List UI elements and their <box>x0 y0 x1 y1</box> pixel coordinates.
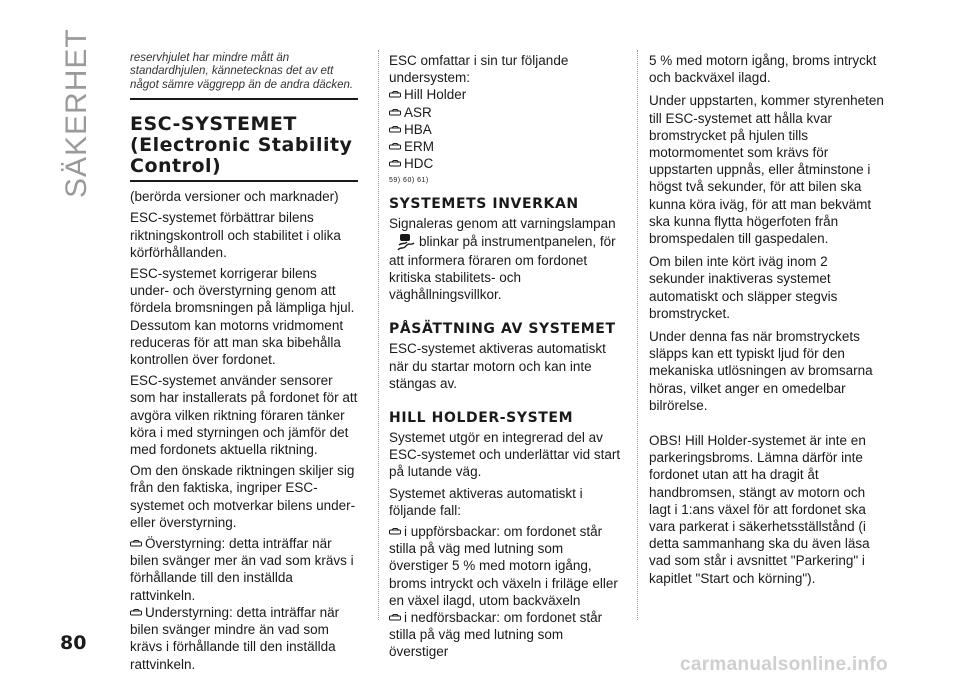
paragraph: Systemet utgör en integrerad del av ESC-systemet och underlättar vid start på lutande väg. <box>389 430 621 480</box>
obs-note: OBS! Hill Holder-systemet är inte en parkeringsbroms. Lämna därför inte fordonet utan att ha dragit åt handbromsen, stängt av motorn och lagt i 1:ans växel för att fordonet ska vara parkerat i säkerhetsställstånd (i detta sammanhang ska du även läsa vad som står i avsnittet "Parkering" i kapitlet "Start och körning"). <box>649 433 870 586</box>
car-bullet-icon <box>389 160 401 167</box>
paragraph: Om den önskade riktningen skiljer sig från den faktiska, ingriper ESC-systemet och motverkar bilens under- eller överstyrning. <box>130 463 356 530</box>
heading-pasattning: PÅSÄTTNING AV SYSTEMET <box>389 321 616 338</box>
list-item-text: HBA <box>404 121 432 137</box>
list-item <box>389 121 621 138</box>
paragraph: ESC-systemet aktiveras automatiskt när du startar motorn och kan inte stängas av. <box>389 341 606 391</box>
paragraph: ESC-systemet använder sensorer som har installerats på fordonet för att avgöra vilken riktning föraren tänker köra i med styrningen och jämför det med fordonets aktuella riktning. <box>130 373 358 458</box>
paragraph: Signaleras genom att varningslampan <box>389 215 616 231</box>
paragraph: 5 % med motorn igång, broms intryckt och backväxel ilagd. <box>649 53 877 86</box>
paragraph: Under denna fas när bromstryckets släpps kan ett typiskt ljud för den mekaniska utlösningen av bromsarna höras, vilket anger en omedelbar bilrörelse. <box>649 329 873 413</box>
paragraph <box>389 232 621 304</box>
column-divider <box>637 50 638 620</box>
list-item <box>130 535 358 604</box>
paragraph: Systemet aktiveras automatiskt i följande fall: <box>389 485 583 518</box>
section-title-text: SÄKERHET <box>60 28 93 198</box>
list-item-text: ERM <box>404 139 434 155</box>
heading-rule <box>130 180 358 182</box>
list-item-text: ASR <box>404 104 432 120</box>
spare-wheel-note: reservhjulet har mindre mått än standardhjulen, kännetecknas det av ett något sämre väggrepp än de andra däcken. <box>130 52 354 91</box>
heading-systemets-inverkan: SYSTEMETS INVERKAN <box>389 195 579 212</box>
list-item <box>389 86 621 103</box>
car-bullet-icon <box>389 126 401 133</box>
list-item-text: i nedförsbackar: om fordonet står stilla på väg med lutning som överstiger <box>389 610 603 660</box>
list-item <box>389 104 621 121</box>
note-rule <box>130 98 358 100</box>
heading-hill-holder: HILL HOLDER-SYSTEM <box>389 410 574 427</box>
column-3 <box>649 52 885 587</box>
list-item <box>389 523 621 609</box>
paragraph: ESC-systemet förbättrar bilens riktningskontroll och stabilitet i olika körförhållanden. <box>130 210 341 260</box>
car-bullet-icon <box>389 109 401 116</box>
car-bullet-icon <box>389 143 401 150</box>
car-bullet-icon <box>389 528 401 535</box>
list-item <box>130 604 358 673</box>
list-item-text: Överstyrning: detta inträffar när bilen svänger mer än vad som krävs i förhållande till den inställda rattvinkeln. <box>130 536 354 603</box>
car-bullet-icon <box>130 540 142 547</box>
section-title-vertical <box>60 28 122 198</box>
list-item <box>389 138 621 155</box>
list-item-text: Understyrning: detta inträffar när bilen svänger mindre än vad som krävs i förhållande till den inställda rattvinkeln. <box>130 604 340 672</box>
column-1 <box>130 52 358 673</box>
esc-heading: ESC-SYSTEMET (Electronic Stability Control) <box>130 113 353 178</box>
page-number: 80 <box>60 632 87 654</box>
list-item-text: Hill Holder <box>404 87 467 103</box>
watermark: carmanualsonline.info <box>680 654 888 675</box>
list-item <box>389 609 621 661</box>
car-bullet-icon <box>389 91 401 98</box>
list-item <box>389 155 621 172</box>
paragraph: Om bilen inte kört iväg inom 2 sekunder inaktiveras systemet automatiskt och släpper stegvis bromstrycket. <box>649 254 838 321</box>
column-2 <box>389 52 621 661</box>
column-divider <box>378 50 379 620</box>
paragraph: (berörda versioner och marknader) <box>130 189 339 205</box>
paragraph: ESC omfattar i sin tur följande undersystem: <box>389 53 569 86</box>
footnote-refs: 59) 60) 61) <box>389 177 429 185</box>
esc-warning-lamp-icon <box>397 232 415 252</box>
paragraph-text: blinkar på instrumentpanelen, för att informera föraren om fordonet kritiska stabilitets- och väghållningsvillkor. <box>389 233 616 303</box>
list-item-text: HDC <box>404 156 434 172</box>
paragraph: Under uppstarten, kommer styrenheten till ESC-systemet att hålla kvar bromstrycket på hjulen tills motormomentet som krävs för uppstarten uppnås, eller åtminstone i högst två sekunder, för att bilen ska kunna köra iväg, för att man bekvämt ska kunna flytta högerfoten från bromspedalen till gaspedalen. <box>649 93 884 247</box>
paragraph: ESC-systemet korrigerar bilens under- och överstyrning genom att fördela bromsningen på lämpliga hjul. Dessutom kan motorns vridmoment reduceras för att man ska bibehålla kontrollen över fordonet. <box>130 266 355 368</box>
car-bullet-icon <box>389 614 401 621</box>
list-item-text: i uppförsbackar: om fordonet står stilla på väg med lutning som överstiger 5 % med motorn igång, broms intryckt och växeln i friläge eller en växel ilagd, utom backväxeln <box>389 524 618 608</box>
car-bullet-icon <box>130 609 142 616</box>
